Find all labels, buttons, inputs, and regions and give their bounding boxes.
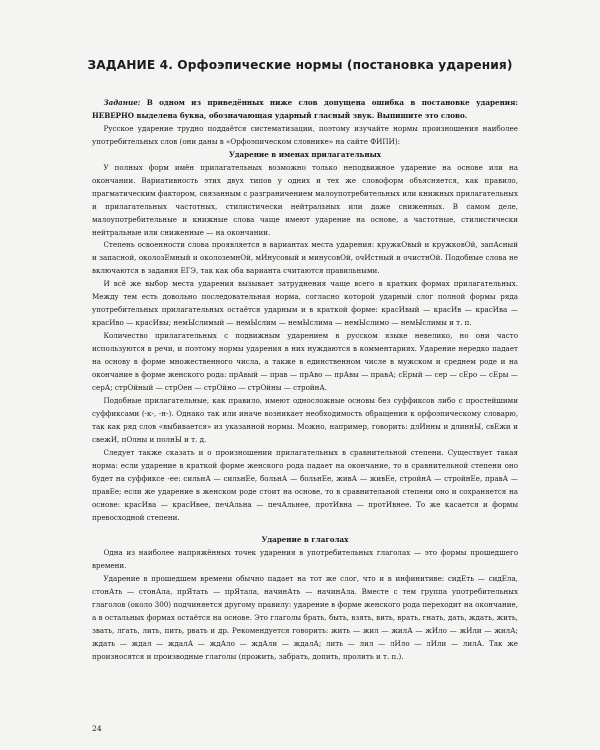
task-paragraph bbox=[92, 97, 518, 123]
page-number: 24 bbox=[92, 724, 102, 733]
adjectives-paragraph-1: У полных форм имён прилагательных возможно только неподвижное ударение на основе или на окончании. Вариативность этих двух типов у одних и тех же словоформ объясняется, как правило, прагматическим фактором, связанным с разграничением малоупотребительных или книжных прилагательных и прилагательных частотных, стилистически нейтральных или даже сниженных. В самом деле, малоупотребительные и книжные слова чаще имеют ударение на основе, а частотные, стилистически нейтральные или сниженные — на окончании. bbox=[92, 162, 518, 237]
adjectives-paragraph-6: Следует также сказать и о произношении прилагательных в сравнительной степени. Существует такая норма: если ударение в краткой форме женского рода падает на окончание, то в сравнительной степени оно будет на суффиксе -ее: сильнА — сильнЕе, больнА — больнЕе, живА — живЕе, стройнА — стройнЕе, правА — правЕе; если же ударение в женском роде стоит на основе, то в сравнительной степени оно и сохраняется на основе: красИва — красИвее, печАльна — печАльнее, протИвна — протИвнее. То же касается и формы превосходной степени. bbox=[92, 447, 518, 522]
adjectives-paragraph-3: И всё же выбор места ударения вызывает затруднения чаще всего в кратких формах прилагательных. Между тем есть довольно последовательная норма, согласно которой ударный слог полной формы ряда употребительных прилагательных остаётся ударным и в краткой форме: красИвый — красИв — красИва — красИво — красИвы; немЫслимый — немЫслим — немЫслима — немЫслимо — немЫслимы и т. п. bbox=[92, 279, 518, 328]
task-label: Задание: bbox=[103, 98, 141, 107]
intro-paragraph: Русское ударение трудно поддаётся систематизации, поэтому изучайте нормы произношения наиболее употребительных слов (они даны в «Орфоэпическом словнике» на сайте ФИПИ): bbox=[92, 123, 518, 146]
verbs-paragraph-1: Одна из наиболее напряжённых точек ударения в употребительных глаголах — это формы прошедшего времени. bbox=[92, 548, 518, 571]
adjectives-paragraph-5: Подобные прилагательные, как правило, имеют односложные основы без суффиксов либо с простейшими суффиксами (-к-, -н-). Однако так или иначе возникает необходимость обращения к орфоэпическому словарю, так как ряд слов «выбивается» из указанной нормы. Можно, например, говорить: длИнны и длиннЫ, свЕжи и свежИ, пОлны и полнЫ и т. д. bbox=[92, 395, 518, 444]
section-title-adjectives: Ударение в именах прилагательных bbox=[228, 149, 382, 159]
document-body bbox=[92, 97, 518, 664]
task-text: В одном из приведённых ниже слов допущена ошибка в постановке ударения: НЕВЕРНО выделена буква, обозначающая ударный гласный звук. Выпишите это слово. bbox=[92, 98, 518, 120]
section-title-verbs: Ударение в глаголах bbox=[261, 535, 349, 545]
assignment-heading: ЗАДАНИЕ 4. Орфоэпические нормы (постановка ударения) bbox=[87, 58, 513, 72]
verbs-paragraph-2: Ударение в прошедшем времени обычно падает на тот же слог, что и в инфинитиве: сидЕть — сидЕла, стонАть — стонАла, прЯтать — прЯтала, начинАть — начинАла. Вместе с тем группа употребительных глаголов (около 300) подчиняется другому правилу: ударение в форме женского рода переходит на окончание, а в остальных формах остаётся на основе. Это глаголы брать, быть, взять, вить, врать, гнать, дать, ждать, жить, звать, лгать, лить, пить, рвать и др. Рекомендуется говорить: жить — жил — жилА — жИло — жИли — жилА; ждать — ждал — ждалА — ждАло — ждАли — ждалА; лить — лил — лИло — лИли — лилА. Так же произносятся и производные глаголы (прожить, забрать, допить, пролить и т. п.). bbox=[92, 574, 518, 662]
adjectives-paragraph-4: Количество прилагательных с подвижным ударением в русском языке невелико, но они часто используются в речи, и поэтому нормы ударения в них нуждаются в комментариях. Ударение нередко падает на основу в форме множественного числа, а также в единственном числе в мужском и среднем роде и на окончание в форме женского рода: прАвый — прав — прАво — прАвы — правА; сЕрый — сер — сЕро — сЕры — серА; стрОйный — стрОен — стрОйно — стрОйны — стройнА. bbox=[92, 331, 518, 392]
adjectives-paragraph-2: Степень освоенности слова проявляется в вариантах места ударения: кружкОвый и кружковОй, запАсный и запасной, околозЕмный и околоземнОй, мИнусовый и минусовОй, очИстный и очистнОй. Подобные слова не включаются в задания ЕГЭ, так как оба варианта считаются правильными. bbox=[92, 240, 518, 276]
